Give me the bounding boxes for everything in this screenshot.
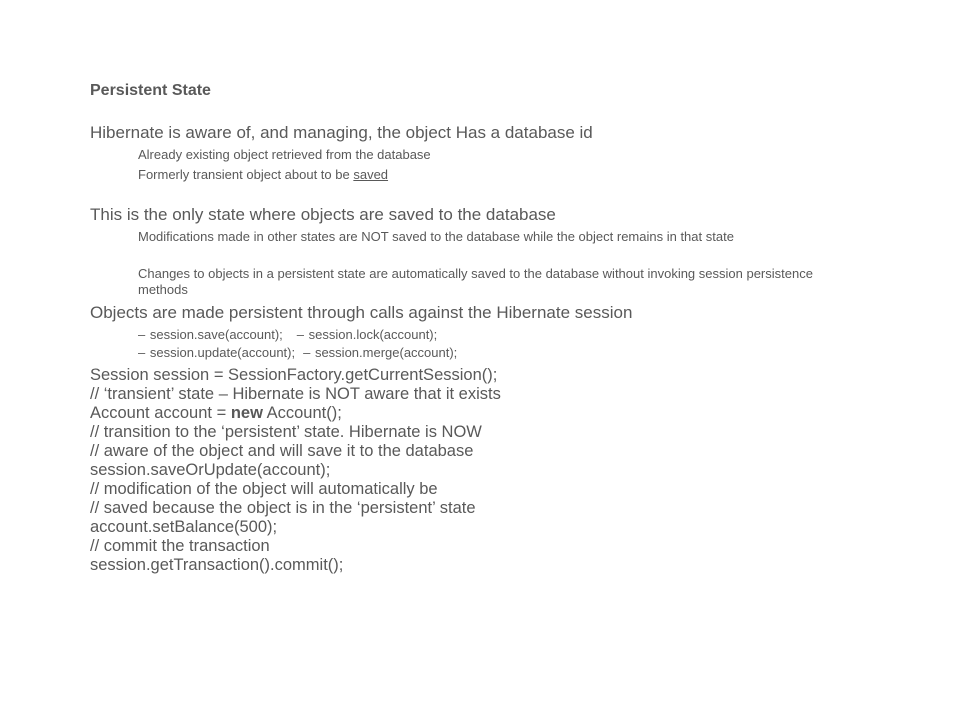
call-save: – session.save(account); [138, 327, 283, 342]
section-heading-managed: Hibernate is aware of, and managing, the object Has a database id [90, 123, 593, 142]
bullet-changes: Changes to objects in a persistent state are automatically saved to the database without invoking session persistence methods [138, 266, 813, 297]
call-lock: – session.lock(account); [296, 327, 438, 342]
call-update: – session.update(account); [138, 345, 296, 360]
code-line-1: Session session = SessionFactory.getCurrentSession(); [90, 366, 498, 384]
code-line-2: // ‘transient’ state – Hibernate is NOT aware that it exists [90, 385, 501, 403]
code-line-7: // modification of the object will automatically be [90, 480, 438, 498]
code-line-11: session.getTransaction().commit(); [90, 556, 344, 574]
code-line-5: // aware of the object and will save it to the database [90, 442, 474, 460]
code-line-3 [90, 404, 342, 423]
call-merge: – session.merge(account); [303, 345, 458, 360]
session-calls-row-2 [138, 345, 457, 360]
keyword-new: new [230, 404, 263, 422]
underlined-saved: saved [353, 167, 389, 182]
code-line-9: account.setBalance(500); [90, 518, 278, 536]
slide-title: Persistent State [90, 82, 211, 99]
code-line-3-pre: Account account = [90, 404, 231, 422]
code-line-3-post: Account(); [262, 404, 342, 422]
bullet-transient-text: Formerly transient object about to be [138, 167, 354, 182]
section-heading-made-persistent: Objects are made persistent through calls against the Hibernate session [90, 303, 633, 322]
bullet-modifications: Modifications made in other states are NOT saved to the database while the object remains in that state [138, 229, 734, 244]
bullet-transient-object [138, 167, 838, 183]
code-line-10: // commit the transaction [90, 537, 270, 555]
code-line-6: session.saveOrUpdate(account); [90, 461, 331, 479]
code-line-4: // transition to the ‘persistent’ state. Hibernate is NOW [90, 423, 482, 441]
bullet-existing-object: Already existing object retrieved from the database [138, 147, 431, 162]
section-heading-only-state: This is the only state where objects are saved to the database [90, 205, 556, 224]
code-line-8: // saved because the object is in the ‘persistent’ state [90, 499, 476, 517]
session-calls-row-1 [138, 327, 437, 342]
